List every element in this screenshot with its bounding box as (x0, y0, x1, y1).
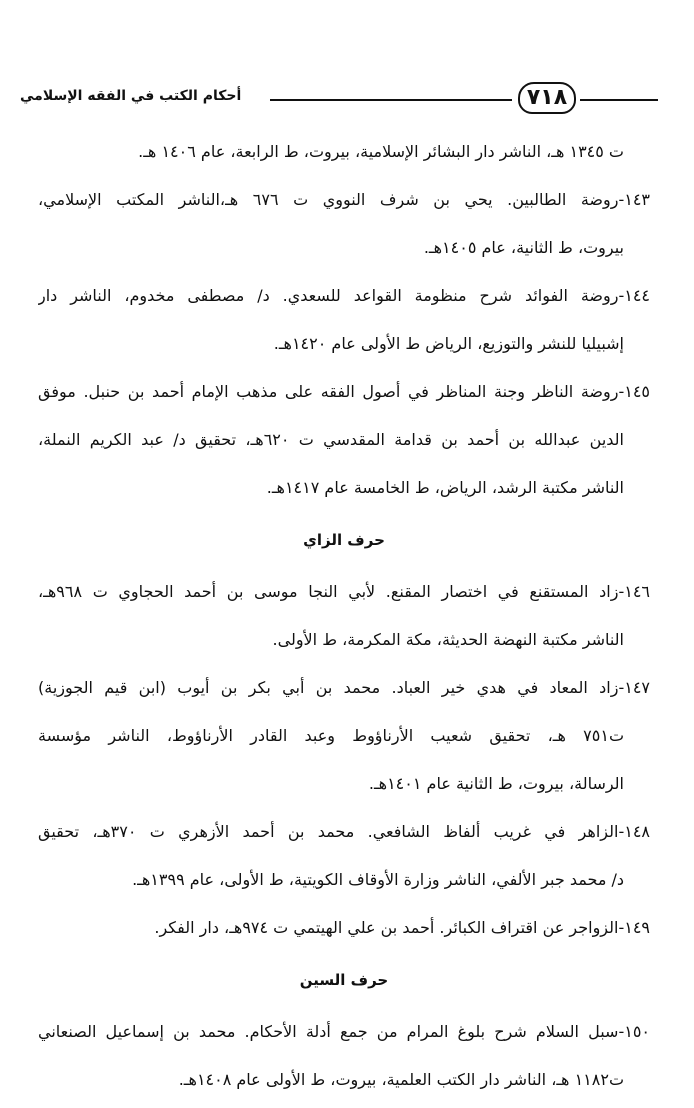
entry-line: إشبيليا للنشر والتوزيع، الرياض ط الأولى عام ١٤٢٠هـ. (273, 334, 624, 353)
entry-line: ١٤٨-الزاهر في غريب ألفاظ الشافعي. محمد بن أحمد الأزهري ت ٣٧٠هـ، تحقيق (38, 822, 650, 841)
entry-line: د/ محمد جبر الألفي، الناشر وزارة الأوقاف الكويتية، ط الأولى، عام ١٣٩٩هـ. (132, 870, 624, 889)
section-heading: حرف السين (299, 971, 389, 989)
header-rule-left (270, 99, 512, 101)
entry-line: بيروت، ط الثانية، عام ١٤٠٥هـ. (423, 238, 624, 257)
entry-line: ١٤٦-زاد المستقنع في اختصار المقنع. لأبي النجا موسى بن أحمد الحجاوي ت ٩٦٨هـ، (38, 582, 650, 601)
running-header (20, 74, 660, 120)
bibliography-body (38, 128, 650, 1104)
entry-line: ت٧٥١ هـ، تحقيق شعيب الأرناؤوط وعبد القادر الأرناؤوط، الناشر مؤسسة (38, 726, 624, 745)
entry-line: ١٤٤-روضة الفوائد شرح منظومة القواعد للسعدي. د/ مصطفى مخدوم، الناشر دار (38, 286, 650, 305)
page-number-badge: ٧١٨ (518, 82, 576, 114)
entry-line: الناشر مكتبة الرشد، الرياض، ط الخامسة عام ١٤١٧هـ. (266, 478, 624, 497)
section-heading: حرف الزاي (303, 531, 385, 549)
entry-line: ١٤٩-الزواجر عن اقتراف الكبائر. أحمد بن علي الهيتمي ت ٩٧٤هـ، دار الفكر. (154, 918, 650, 937)
entry-line: ١٤٧-زاد المعاد في هدي خير العباد. محمد بن أبي بكر بن أيوب (ابن قيم الجوزية) (38, 678, 650, 697)
entry-line: الرسالة، بيروت، ط الثانية عام ١٤٠١هـ. (368, 774, 624, 793)
entry-line: ت ١٣٤٥ هـ، الناشر دار البشائر الإسلامية، بيروت، ط الرابعة، عام ١٤٠٦ هـ. (138, 142, 624, 161)
running-title: أحكام الكتب في الفقه الإسلامي (20, 88, 242, 104)
entry-line: ١٤٥-روضة الناظر وجنة المناظر في أصول الفقه على مذهب الإمام أحمد بن حنبل. موفق (38, 382, 650, 401)
entry-line: ١٥٠-سبل السلام شرح بلوغ المرام من جمع أدلة الأحكام. محمد بن إسماعيل الصنعاني (38, 1022, 650, 1041)
entry-line: ت١١٨٢ هـ، الناشر دار الكتب العلمية، بيروت، ط الأولى عام ١٤٠٨هـ. (178, 1070, 624, 1089)
header-rule-right (580, 99, 658, 101)
entry-line: الناشر مكتبة النهضة الحديثة، مكة المكرمة، ط الأولى. (272, 630, 624, 649)
entry-line: ١٤٣-روضة الطالبين. يحي بن شرف النووي ت ٦٧٦ هـ،الناشر المكتب الإسلامي، (38, 190, 650, 209)
entry-line: الدين عبدالله بن أحمد بن قدامة المقدسي ت ٦٢٠هـ، تحقيق د/ عبد الكريم النملة، (38, 430, 625, 449)
